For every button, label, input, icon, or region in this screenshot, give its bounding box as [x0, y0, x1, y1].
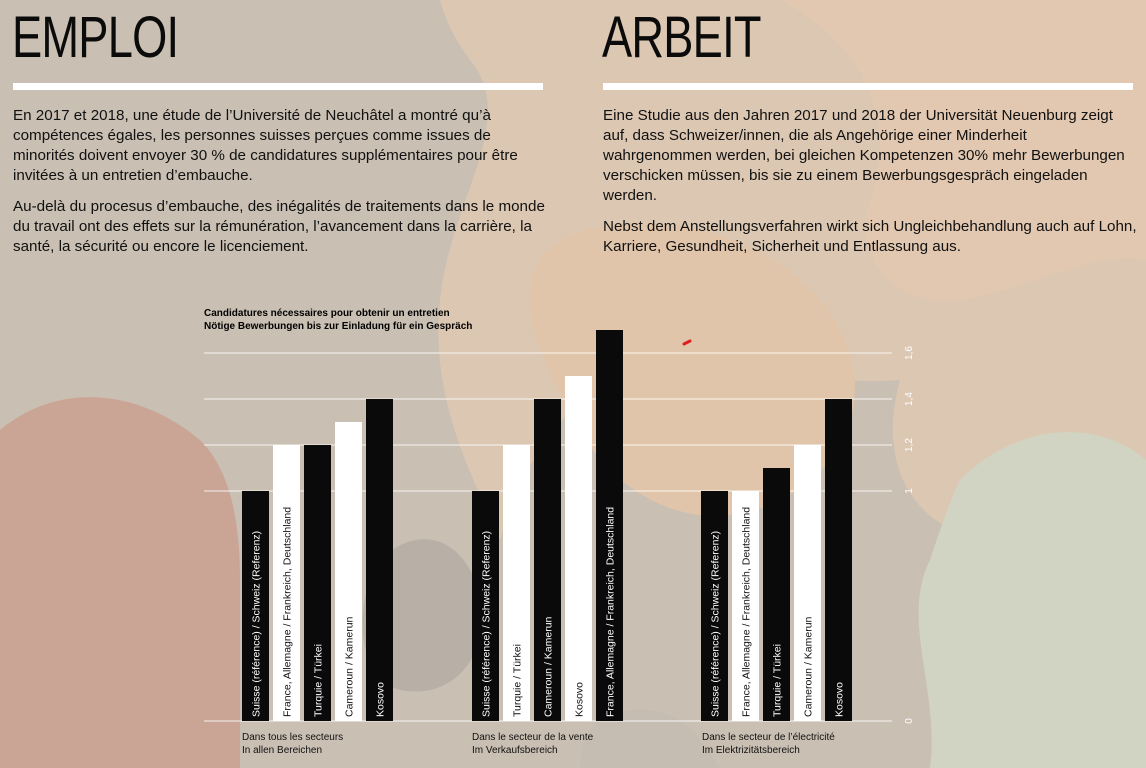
y-tick-label: 0 — [904, 718, 915, 724]
left-heading: EMPLOI — [12, 5, 179, 70]
y-tick-label: 1 — [904, 488, 915, 494]
bar-label: Suisse (référence) / Schweiz (Referenz) — [480, 530, 493, 717]
bar-label: Turquie / Türkei — [511, 644, 524, 717]
bar-label: France, Allemagne / Frankreich, Deutschland — [740, 506, 753, 717]
right-paragraph: Eine Studie aus den Jahren 2017 und 2018 der Universität Neuenburg zeigt auf, dass Schweizer/innen, die als Angehörige einer Minderheit wahrgenommen werden, bei gleichen Kompetenzen 30% mehr Bewerbungen verschicken müssen, bis sie zu einem Bewerbungsgespräch eingeladen werden. — [603, 107, 1125, 204]
left-paragraph: En 2017 et 2018, une étude de l’Université de Neuchâtel a montré qu’à compétences égales, les personnes suisses perçues comme issues de minorités doivent envoyer 30 % de candidatures supplémentaires pour être invitées à un entretien d’embauche. — [13, 107, 518, 184]
right-paragraph: Nebst dem Anstellungsverfahren wirkt sich Ungleichbehandlung auch auf Lohn, Karriere, Gesundheit, Sicherheit und Entlassung aus. — [603, 218, 1137, 255]
category-label-sales: Dans le secteur de la vente Im Verkaufsbereich — [472, 732, 594, 756]
bar-label: France, Allemagne / Frankreich, Deutschland — [604, 506, 617, 717]
bar — [825, 399, 852, 721]
bar-label: Turquie / Türkei — [312, 644, 325, 717]
y-tick-label: 1,4 — [904, 392, 915, 406]
category-label-all-sectors: Dans tous les secteurs In allen Bereichen — [242, 732, 344, 756]
chart-title: Candidatures nécessaires pour obtenir un entretien — [204, 308, 450, 319]
bar-label: Cameroun / Kamerun — [343, 616, 356, 717]
y-tick-label: 1,6 — [904, 346, 915, 360]
y-tick-label: 1,2 — [904, 438, 915, 452]
bar-label: France, Allemagne / Frankreich, Deutschland — [281, 506, 294, 717]
right-heading: ARBEIT — [602, 5, 761, 70]
category-label-electricity: Dans le secteur de l’électricité Im Elektrizitätsbereich — [702, 732, 835, 756]
left-paragraph: Au-delà du procesus d’embauche, des inégalités de traitements dans le monde du travail ont des effets sur la rémunération, l’avancement dans la carrière, la santé, la sécurité ou encore le licenciement. — [13, 198, 545, 255]
bar-label: Kosovo — [573, 681, 586, 717]
bar-label: Suisse (référence) / Schweiz (Referenz) — [250, 530, 263, 717]
bar-label: Cameroun / Kamerun — [802, 616, 815, 717]
bar-label: Cameroun / Kamerun — [542, 616, 555, 717]
bar — [366, 399, 393, 721]
bar-label: Suisse (référence) / Schweiz (Referenz) — [709, 530, 722, 717]
bar-label: Kosovo — [833, 681, 846, 717]
bar-label: Kosovo — [374, 681, 387, 717]
bar-label: Turquie / Türkei — [771, 644, 784, 717]
chart-subtitle: Nötige Bewerbungen bis zur Einladung für ein Gespräch — [204, 321, 473, 332]
bar — [565, 376, 592, 721]
